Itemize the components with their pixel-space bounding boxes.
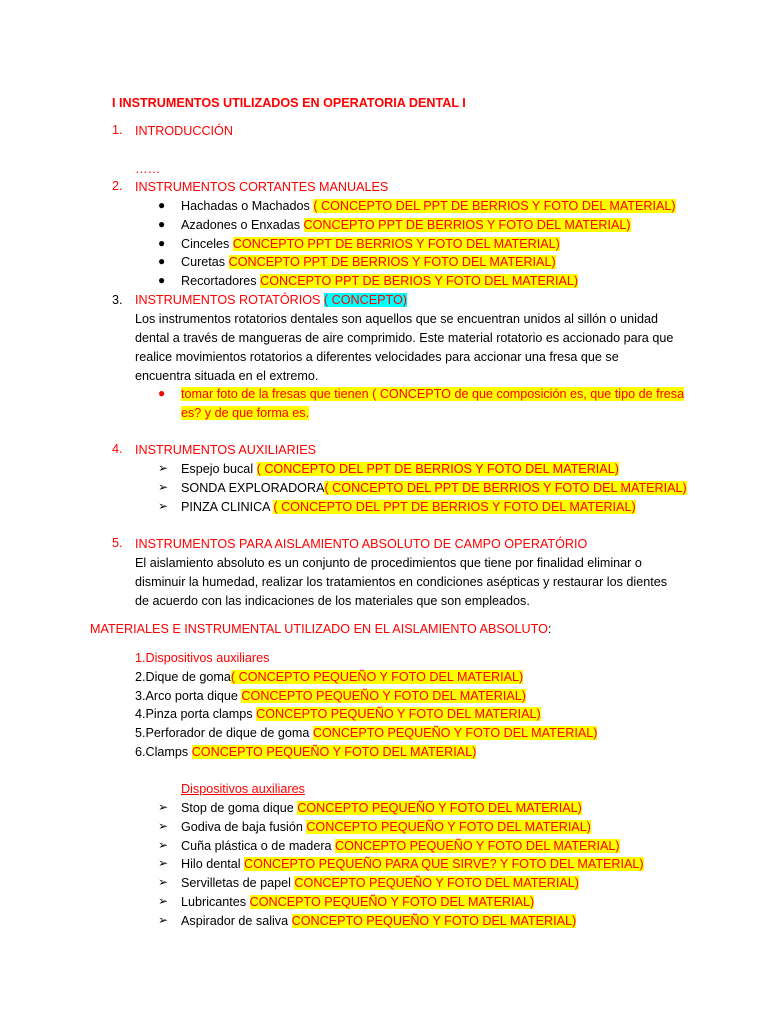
paragraph-line: El aislamiento absoluto es un conjunto de procedimientos que tiene por finalidad eliminar o [135, 556, 642, 570]
paragraph-line: Los instrumentos rotatorios dentales son aquellos que se encuentran unidos al sillón o unidad [135, 312, 658, 326]
list-item [181, 894, 534, 910]
item-note: CONCEPTO PEQUEÑO Y FOTO DEL MATERIAL) [249, 895, 535, 909]
list-item [181, 838, 620, 854]
item-note: CONCEPTO PEQUEÑO Y FOTO DEL MATERIAL) [294, 876, 580, 890]
bullet-icon: ● [158, 254, 166, 268]
arrow-bullet-icon: ➢ [158, 499, 169, 513]
arrow-bullet-icon: ➢ [158, 913, 169, 927]
section-3-number: 3. [112, 293, 123, 307]
item-note: CONCEPTO PEQUEÑO PARA QUE SIRVE? Y FOTO DEL MATERIAL) [244, 857, 644, 871]
section-3-heading-line [135, 292, 407, 308]
arrow-bullet-icon: ➢ [158, 819, 169, 833]
list-item [181, 480, 687, 496]
section-1-heading: INTRODUCCIÓN [135, 124, 233, 138]
materials-heading-line [90, 621, 551, 637]
list-item [181, 198, 676, 214]
colon: : [547, 622, 552, 636]
item-text: 2.Dique de goma [135, 670, 231, 684]
list-item [135, 706, 541, 722]
item-note: CONCEPTO PEQUEÑO Y FOTO DEL MATERIAL) [191, 745, 477, 759]
item-text: Hilo dental [181, 857, 245, 871]
paragraph-line: encuentra situada en el extremo. [135, 369, 319, 383]
list-item [135, 688, 526, 704]
item-text: 5.Perforador de dique de goma [135, 726, 313, 740]
photo-note: tomar foto de la fresas que tienen ( CONCEPTO de que composición es, que tipo de fresa [181, 387, 685, 401]
auxiliary-heading: Dispositivos auxiliares [181, 782, 305, 796]
item-text: SONDA EXPLORADORA [181, 481, 325, 495]
section-3-heading: INSTRUMENTOS ROTATÓRIOS [135, 293, 324, 307]
bullet-icon: ● [158, 217, 166, 231]
item-text: Servilletas de papel [181, 876, 295, 890]
section-4-number: 4. [112, 442, 123, 456]
section-5-number: 5. [112, 536, 123, 550]
list-item [181, 856, 644, 872]
paragraph-line: disminuir la humedad, realizar los tratamientos en condiciones asépticas y restaurar los dientes [135, 575, 667, 589]
bullet-icon: ● [158, 273, 166, 287]
list-item [181, 217, 631, 233]
arrow-bullet-icon: ➢ [158, 875, 169, 889]
item-note: ( CONCEPTO DEL PPT DE BERRIOS Y FOTO DEL MATERIAL) [313, 199, 676, 213]
list-item [181, 236, 560, 252]
item-text: Cinceles [181, 237, 233, 251]
photo-note-continued: es? y de que forma es. [181, 406, 310, 420]
concept-tag: ( CONCEPTO) [323, 293, 407, 307]
arrow-bullet-icon: ➢ [158, 856, 169, 870]
item-text: Hachadas o Machados [181, 199, 314, 213]
paragraph-line: dental a través de mangueras de aire comprimido. Este material rotatorio es accionado para que [135, 331, 674, 345]
item-text: Aspirador de saliva [181, 914, 292, 928]
arrow-bullet-icon: ➢ [158, 800, 169, 814]
list-item [135, 725, 597, 741]
bullet-icon: ● [158, 386, 166, 400]
item-note: ( CONCEPTO DEL PPT DE BERRIOS Y FOTO DEL MATERIAL) [324, 481, 687, 495]
list-item [181, 913, 576, 929]
bullet-icon: ● [158, 236, 166, 250]
section-2-number: 2. [112, 179, 123, 193]
item-note: CONCEPTO PPT DE BERIOS Y FOTO DEL MATERIAL) [260, 274, 579, 288]
list-item [181, 819, 591, 835]
item-note: CONCEPTO PEQUEÑO Y FOTO DEL MATERIAL) [241, 689, 527, 703]
paragraph-line: realice movimientos rotatorios a diferentes velocidades para accionar una fresa que se [135, 350, 619, 364]
item-text: 6.Clamps [135, 745, 192, 759]
materials-heading: MATERIALES E INSTRUMENTAL UTILIZADO EN EL AISLAMIENTO ABSOLUTO [90, 622, 548, 636]
item-text: Espejo bucal [181, 462, 257, 476]
item-note: CONCEPTO PEQUEÑO Y FOTO DEL MATERIAL) [312, 726, 598, 740]
item-text: PINZA CLINICA [181, 500, 274, 514]
arrow-bullet-icon: ➢ [158, 461, 169, 475]
item-text: Stop de goma dique [181, 801, 298, 815]
list-item [181, 461, 619, 477]
item-text: Godiva de baja fusión [181, 820, 307, 834]
item-text: Azadones o Enxadas [181, 218, 304, 232]
item-text: Recortadores [181, 274, 261, 288]
item-note: CONCEPTO PPT DE BERRIOS Y FOTO DEL MATERIAL) [232, 237, 560, 251]
paragraph-line: de acuerdo con las indicaciones de los materiales que son empleados. [135, 594, 530, 608]
item-text: Cuña plástica o de madera [181, 839, 336, 853]
list-item [181, 800, 582, 816]
item-note: ( CONCEPTO DEL PPT DE BERRIOS Y FOTO DEL MATERIAL) [256, 462, 619, 476]
list-item [181, 875, 579, 891]
item-text: 4.Pinza porta clamps [135, 707, 257, 721]
section-2-heading: INSTRUMENTOS CORTANTES MANUALES [135, 180, 389, 194]
arrow-bullet-icon: ➢ [158, 894, 169, 908]
document-title: I INSTRUMENTOS UTILIZADOS EN OPERATORIA DENTAL I [112, 96, 466, 110]
list-item [181, 254, 556, 270]
section-4-heading: INSTRUMENTOS AUXILIARIES [135, 443, 317, 457]
item-note: ( CONCEPTO PEQUEÑO Y FOTO DEL MATERIAL) [230, 670, 524, 684]
bullet-icon: ● [158, 198, 166, 212]
item-text: Lubricantes [181, 895, 250, 909]
list-item [135, 669, 523, 685]
item-note: CONCEPTO PPT DE BERRIOS Y FOTO DEL MATERIAL) [303, 218, 631, 232]
arrow-bullet-icon: ➢ [158, 480, 169, 494]
item-note: CONCEPTO PPT DE BERRIOS Y FOTO DEL MATERIAL) [228, 255, 556, 269]
list-item [135, 744, 476, 760]
item-note: CONCEPTO PEQUEÑO Y FOTO DEL MATERIAL) [297, 801, 582, 815]
list-item [181, 273, 578, 289]
item-text: Curetas [181, 255, 229, 269]
item-note: CONCEPTO PEQUEÑO Y FOTO DEL MATERIAL) [291, 914, 577, 928]
section-5-heading: INSTRUMENTOS PARA AISLAMIENTO ABSOLUTO DE CAMPO OPERATÓRIO [135, 537, 588, 551]
item-note: ( CONCEPTO DEL PPT DE BERRIOS Y FOTO DEL MATERIAL) [273, 500, 636, 514]
item-text: 3.Arco porta dique [135, 689, 242, 703]
list-item [181, 499, 636, 515]
arrow-bullet-icon: ➢ [158, 838, 169, 852]
section-1-ellipsis: …… [135, 162, 161, 176]
materials-item-1: 1.Dispositivos auxiliares [135, 651, 270, 665]
item-note: CONCEPTO PEQUEÑO Y FOTO DEL MATERIAL) [256, 707, 541, 721]
item-note: CONCEPTO PEQUEÑO Y FOTO DEL MATERIAL) [306, 820, 591, 834]
section-1-number: 1. [112, 123, 123, 137]
item-note: CONCEPTO PEQUEÑO Y FOTO DEL MATERIAL) [335, 839, 620, 853]
